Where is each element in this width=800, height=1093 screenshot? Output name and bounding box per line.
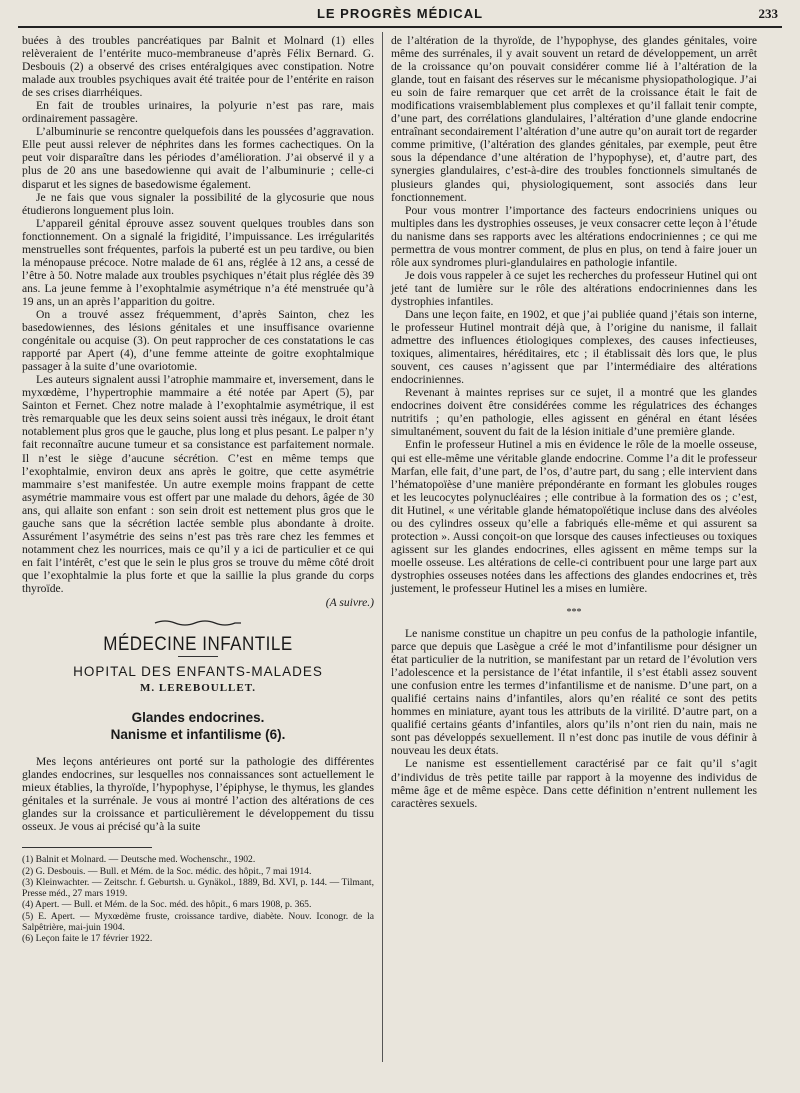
footnote: (1) Balnit et Molnard. — Deutsche med. Wochenschr., 1902.	[22, 854, 256, 866]
footnote: (6) Leçon faite le 17 février 1922.	[22, 932, 153, 944]
running-header	[18, 4, 782, 28]
page-number: 233	[758, 6, 778, 21]
paragraph: Je ne fais que vous signaler la possibilité de la glycosurie que nous étudierons longuement plus loin.	[22, 190, 374, 217]
hospital-name: HOPITAL DES ENFANTS-MALADES	[73, 664, 323, 680]
paragraph: de l’altération de la thyroïde, de l’hypophyse, des glandes génitales, voire même des surrénales, il y avait souvent un retard de développement, un arrêt de la croissance qu’on pouvait considérer comme lié à l’altération de la glande, tout en faisant des réserves sur le mécanisme physiopathologique. J’ai eu soin de faire remarquer que cet arrêt de la croissance était le fait de modifications vraisemblablement plus complexes et qu’il fallait tenir compte, d’une part, des corrélations glandulaires, l’altération d’une glande endocrine entraînant secondairement l’altération d’une autre qu’on aurait tort de regarder comme primitive, (l’altération des glandes génitales, par exemple, peut être sous la dépendance d’une altération de l’hypophyse), et, d’autre part, des synergies glandulaires, c’est-à-dire des troubles fonctionnels simultanés de plusieurs glandes qui, physiologiquement, sont associés dans leur fonctionnement.	[391, 34, 757, 204]
paragraph: L’albuminurie se rencontre quelquefois dans les poussées d’aggravation. Elle peut aussi relever de néphrites dans les formes cachectiques. On la peut voir disparaître dans les périodes d’amélioration. J’ai observé il y a plus de 20 ans une basedowienne qui avait de l’albuminurie ; celle-ci disparut et les signes de basedowisme également.	[22, 125, 374, 191]
paragraph: L’appareil génital éprouve assez souvent quelques troubles dans son fonctionnement. On a signalé la frigidité, l’impuissance. Les irrégularités menstruelles sont fréquentes, parfois la puberté est un peu tardive, ou bien la ménopause précoce. Notre malade de 61 ans, réglée à 12 ans, a cessé de l’être à 50. Notre malade aux troubles psychiques n’était plus réglée dès 39 ans. La jeune femme à l’exophtalmie asymétrique n’a été menstruée qu’à 19 ans, un an après l’apparition du goitre.	[22, 216, 374, 308]
paragraph: Le nanisme est essentiellement caractérisé par ce fait qu’il s’agit d’individus de très petite taille par rapport à la moyenne des individus de même âge et de même espèce. Dans cette définition n’entrent nullement les caractères sexuels.	[391, 757, 757, 810]
ornament-divider	[22, 617, 374, 625]
paragraph: Pour vous montrer l’importance des facteurs endocriniens uniques ou multiples dans les dystrophies osseuses, je veux consacrer cette leçon à l’étude du nanisme dans ses rapports avec les altérations endocriniennes ; ce qui me permettra de vous montrer comment, de plus en plus, on tend à faire jouer un rôle aux syndromes pluri-glandulaires en pathologie infantile.	[391, 203, 757, 269]
footnotes	[22, 854, 374, 944]
paragraph: Mes leçons antérieures ont porté sur la pathologie des différentes glandes endocrines, sur lesquelles nos connaissances sont actuellement le mieux établies, la thyroïde, l’hypophyse, l’épiphyse, le thymus, les glandes génitales et la surrénale. Je vous ai montré l’action des altérations de ces glandes sur la croissance et particulièrement le développement du tissu osseux. Je vous ai précisé qu’à la suite	[22, 755, 374, 834]
paragraph: En fait de troubles urinaires, la polyurie n’est pas rare, mais ordinairement passagère.	[22, 99, 374, 126]
paragraph: Dans une leçon faite, en 1902, et que j’ai publiée quand j’étais son interne, le professeur Hutinel montrait déjà que, à l’origine du nanisme, il fallait admettre des influences étiologiques complexes, des causes infectieuses, toxiques, alimentaires, héréditaires, etc ; il établissait dès lors que, le plus souvent, ces causes n’agissent que par l’intermédiaire des altérations endocriniennes.	[391, 307, 757, 387]
author-name: M. LEREBOULLET.	[140, 682, 256, 695]
paragraph: Le nanisme constitue un chapitre un peu confus de la pathologie infantile, parce que depuis que Lasègue a créé le mot d’infantilisme pour désigner un état particulier de la nutrition, se manifestant par un retard de l’évolution vers l’adolescence et la persistance de l’état infantile, il s’est établi assez souvent une confusion entre les termes d’infantilisme et de nanisme. D’une part, on a qualifié certains nains d’infantiles, alors qu’en réalité ce sont des petits hommes en miniature, ayant tous les attributs de la virilité. D’autre part, on a qualifié certains géants d’infantiles, alors qu’ils n’ont rien du nain, mais ne sont pas développés sexuellement. Il n’est donc pas inutile de vous définir à nouveau les deux états.	[391, 627, 757, 758]
paragraph: Enfin le professeur Hutinel a mis en évidence le rôle de la moelle osseuse, qui est elle-même une véritable glande endocrine. Comme l’a dit le professeur Marfan, elle fait, d’une part, de l’os, d’autre part, du sang ; elle intervient dans l’hématopoïèse d’une manière prépondérante en formant les globules rouges et les leucocytes polynucléaires ; elle contribue à la formation des os ; c’est, dit Hutinel, « une véritable glande hématopoïétique incluse dans des alvéoles ou des cylindres osseux qu’elle a fabriqués elle-même et qui assurent sa protection ». Aussi conçoit-on que lorsque des causes infectieuses ou toxiques agissent sur les glandes endocrines, elles agissent en même temps sur la moelle osseuse. Les altérations de celle-ci contribuent pour une large part aux dystrophies osseuses notées dans les affections des glandes endocrines et, très justement, le professeur Hutinel les a mises en lumière.	[391, 438, 757, 595]
paragraph: Je dois vous rappeler à ce sujet les recherches du professeur Hutinel qui ont jeté tant de lumière sur le rôle des altérations endocriniennes dans les dystrophies infantiles.	[391, 268, 757, 308]
section-title: MÉDECINE INFANTILE	[103, 632, 293, 655]
column-divider	[382, 32, 383, 1062]
short-rule	[178, 656, 218, 657]
article-title: Glandes endocrines.	[131, 710, 265, 726]
right-column	[391, 34, 757, 810]
left-column	[22, 34, 374, 944]
paragraph: buées à des troubles pancréatiques par Balnit et Molnard (1) elles relèveraient de l’entérite muco-membraneuse d’après Félix Bernard. G. Desbouis (2) a observé des crises entéralgiques avec constipation. Notre malade aux troubles psychiques avait été traitée pour de l’entérite en raison de ses crises diarrhéiques.	[22, 34, 374, 100]
paragraph: Revenant à maintes reprises sur ce sujet, il a montré que les glandes endocrines doivent être considérées comme les régulatrices des échanges nutritifs ; qu’en pathologie, elles agissent en général en étant lésées simultanément, souvent du fait de la lésion initiale d’une première glande.	[391, 386, 757, 439]
flourish-icon	[153, 619, 243, 627]
footnote: (5) E. Apert. — Myxœdème fruste, croissance tardive, diabète. Nouv. Iconogr. de la Salpêtrière, mai-juin 1904.	[22, 910, 374, 933]
journal-title: LE PROGRÈS MÉDICAL	[316, 6, 484, 21]
section-separator-stars: ***	[566, 607, 582, 619]
footnote-rule	[22, 847, 152, 848]
footnote: (2) G. Desbouis. — Bull. et Mém. de la Soc. médic. des hôpit., 7 mai 1914.	[22, 865, 312, 877]
article-subtitle: Nanisme et infantilisme (6).	[110, 727, 286, 743]
footnote: (3) Kleinwachter. — Zeitschr. f. Geburtsh. u. Gynäkol., 1889, Bd. XVI, p. 144. — Tilmant, Presse méd., 27 mars 1919.	[22, 876, 374, 900]
footnote: (4) Apert. — Bull. et Mém. de la Soc. méd. des hôpit., 6 mars 1908, p. 365.	[22, 899, 312, 911]
paragraph: On a trouvé assez fréquemment, d’après Sainton, chez les basedowiennes, des lésions génitales et une insuffisance ovarienne congénitale ou acquise (3). On peut rapprocher de ces constatations le cas rapporté par Apert (4), d’une femme atteinte de goitre exophtalmique passager à la suite d’une ovariotomie.	[22, 307, 374, 374]
to-be-continued: (A suivre.)	[325, 596, 374, 610]
paragraph: Les auteurs signalent aussi l’atrophie mammaire et, inversement, dans le myxœdème, l’hypertrophie mammaire a été notée par Apert (5), par Sainton et Fernet. Chez notre malade à l’exophtalmie asymétrique, il est très remarquable que les deux seins soient aussi très inégaux, le droit étant notablement plus gros que le gauche, plus long et plus pesant. Le palper n’y fait reconnaître aucune tumeur et sa consistance est parfaitement normale. Il n’est le siège d’aucune sécrétion. C’est en même temps que l’exophtalmie, environ deux ans après le goitre, que cette asymétrie mammaire s’est manifestée. Un autre exemple moins frappant de cette asymétrie mammaire vous est offert par une malade du dehors, âgée de 30 ans, qui allaite son enfant : son sein droit est nettement plus gros que le gauche sans que la sécrétion lactée semble plus abondante à droite. Assurément l’asymétrie des seins n’est pas très rare chez les femmes et notamment chez les nourrices, mais ce qu’il y a ici de particulier et ce qui en fait l’intérêt, c’est que le sein le plus gros se trouve du même côté droit que l’exophtalmie la plus forte et que la saillie la plus grande du corps thyroïde.	[22, 373, 374, 595]
